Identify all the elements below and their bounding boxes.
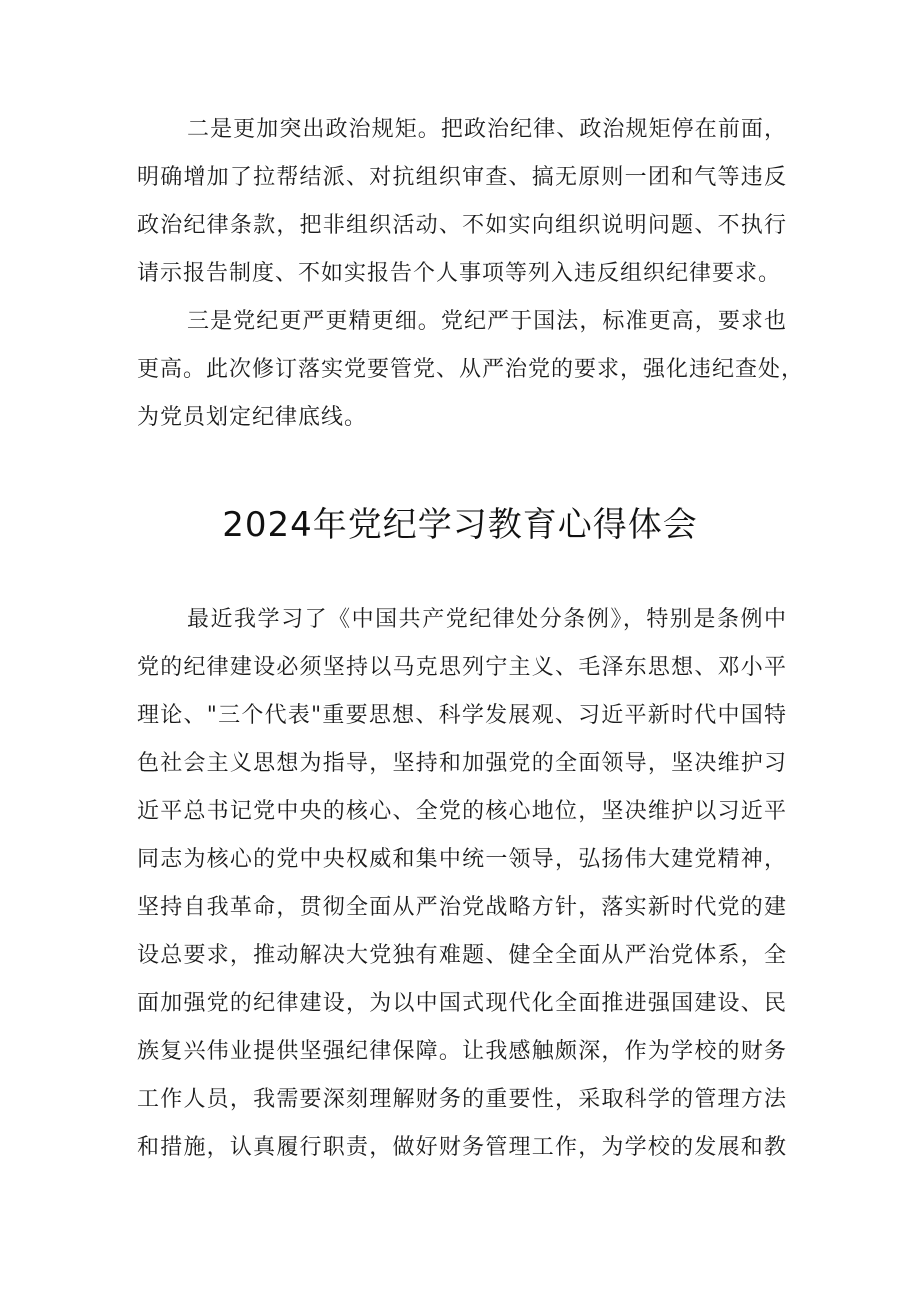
paragraph-line: 色社会主义思想为指导，坚持和加强党的全面领导，坚决维护习 [137, 751, 787, 776]
paragraph-line: 和措施，认真履行职责，做好财务管理工作，为学校的发展和教 [137, 1135, 787, 1160]
paragraph-line: 坚持自我革命，贯彻全面从严治党战略方针，落实新时代党的建 [137, 895, 787, 920]
paragraph-line: 同志为核心的党中央权威和集中统一领导，弘扬伟大建党精神， [137, 847, 787, 872]
paragraph-line: 设总要求，推动解决大党独有难题、健全全面从严治党体系，全 [137, 943, 787, 968]
paragraph-line: 面加强党的纪律建设，为以中国式现代化全面推进强国建设、民 [137, 991, 787, 1016]
paragraph-line: 近平总书记党中央的核心、全党的核心地位，坚决维护以习近平 [137, 799, 787, 824]
article-title: 2024年党纪学习教育心得体会 [222, 505, 698, 545]
paragraph-line: 三是党纪更严更精更细。党纪严于国法，标准更高，要求也 [187, 309, 787, 334]
paragraph-line: 为党员划定纪律底线。 [137, 405, 368, 430]
paragraph-line: 党的纪律建设必须坚持以马克思列宁主义、毛泽东思想、邓小平 [137, 655, 787, 680]
paragraph-line: 请示报告制度、不如实报告个人事项等列入违反组织纪律要求。 [137, 261, 782, 286]
paragraph-line: 二是更加突出政治规矩。把政治纪律、政治规矩停在前面， [187, 117, 787, 142]
paragraph-line: 更高。此次修订落实党要管党、从严治党的要求，强化违纪查处， [137, 357, 805, 382]
paragraph-line: 工作人员，我需要深刻理解财务的重要性，采取科学的管理方法 [137, 1087, 787, 1112]
paragraph-line: 理论、"三个代表"重要思想、科学发展观、习近平新时代中国特 [137, 703, 787, 728]
paragraph-line: 最近我学习了《中国共产党纪律处分条例》，特别是条例中 [187, 607, 787, 632]
paragraph-line: 族复兴伟业提供坚强纪律保障。让我感触颇深，作为学校的财务 [137, 1039, 787, 1064]
paragraph-line: 政治纪律条款，把非组织活动、不如实向组织说明问题、不执行 [137, 213, 787, 238]
paragraph-line: 明确增加了拉帮结派、对抗组织审查、搞无原则一团和气等违反 [137, 165, 787, 190]
